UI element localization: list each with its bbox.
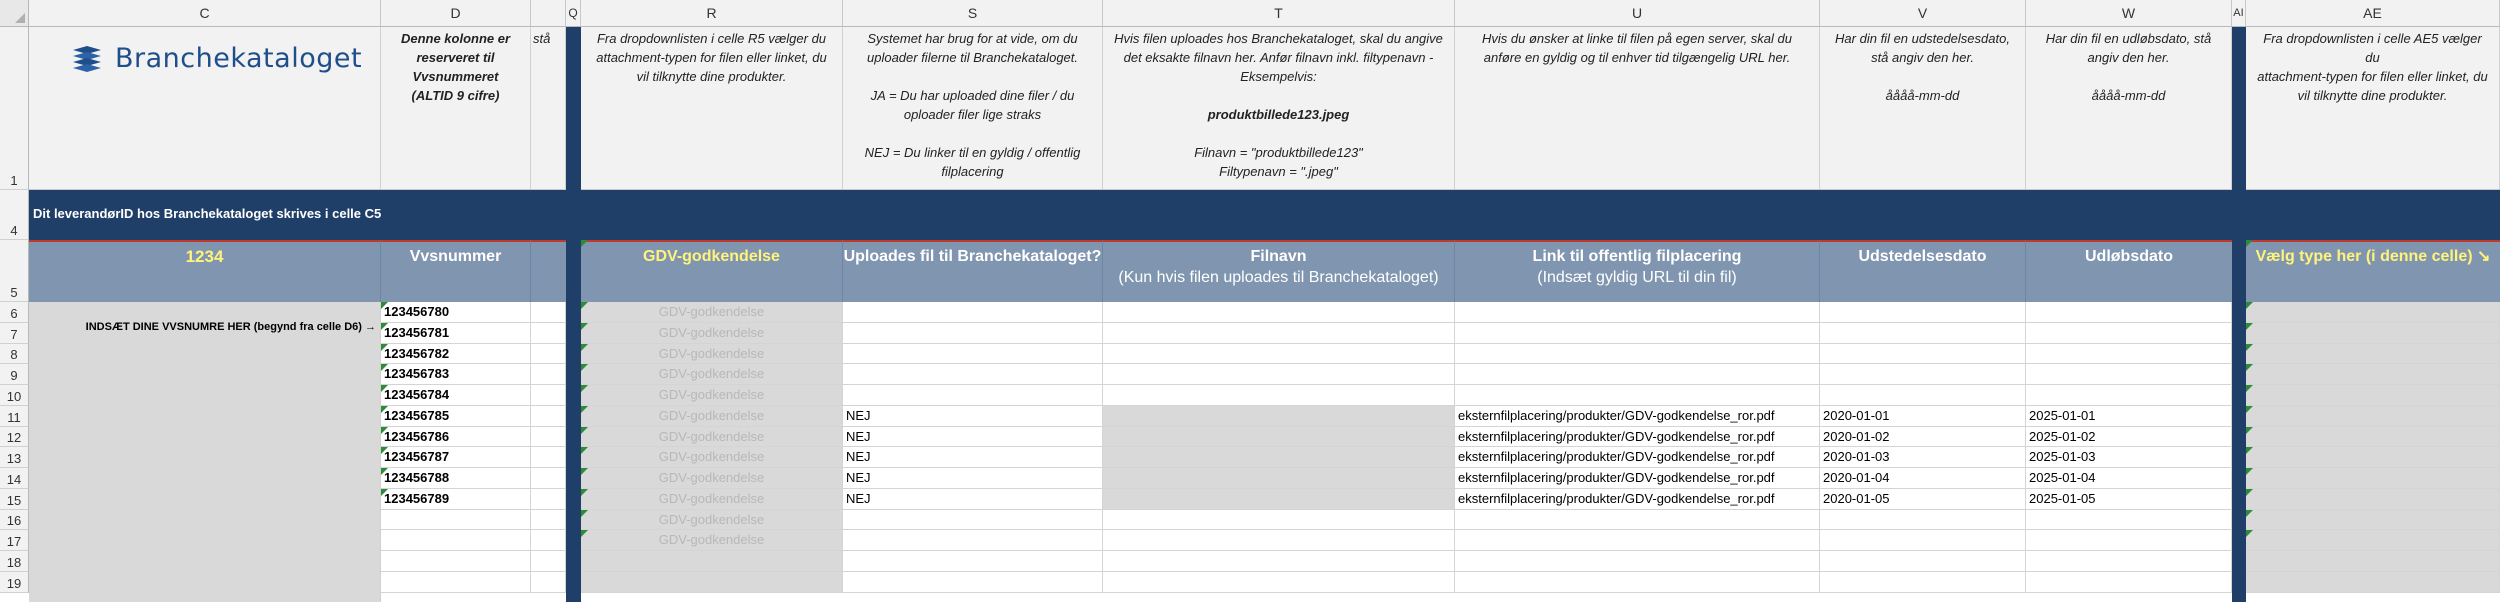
- expiry-date-cell[interactable]: [2026, 530, 2232, 551]
- column-header-t[interactable]: T: [1103, 0, 1455, 27]
- url-cell[interactable]: [1455, 323, 1820, 344]
- filename-cell[interactable]: [1103, 385, 1455, 406]
- url-note: Hvis du ønsker at linke til filen på egen server, skal du anføre en gyldig og til enhver tid tilgængelig URL her.: [1455, 27, 1820, 190]
- ae-cell[interactable]: [2246, 364, 2500, 385]
- error-indicator-icon: [581, 323, 588, 330]
- cut-cell[interactable]: [531, 406, 566, 427]
- upload-cell-value: NEJ: [846, 470, 871, 485]
- url-cell[interactable]: [1455, 551, 1820, 572]
- gdv-cell[interactable]: [581, 468, 843, 489]
- gdv-placeholder: GDV-godkendelse: [658, 429, 765, 444]
- url-header: [1455, 240, 1820, 302]
- vvsnummer-cell[interactable]: [381, 302, 531, 323]
- gdv-placeholder: GDV-godkendelse: [658, 387, 765, 402]
- expiry-date-cell[interactable]: [2026, 364, 2232, 385]
- cut-cell[interactable]: [531, 572, 566, 593]
- error-indicator-icon: [381, 344, 388, 351]
- url-cell-value: eksternfilplacering/produkter/GDV-godkendelse_ror.pdf: [1458, 491, 1775, 506]
- vvsnummer-cell[interactable]: [381, 364, 531, 385]
- gdv-placeholder: GDV-godkendelse: [658, 491, 765, 506]
- error-indicator-icon: [581, 302, 588, 309]
- upload-cell[interactable]: [843, 510, 1103, 530]
- vvsnummer-cell[interactable]: [381, 427, 531, 447]
- filename-cell[interactable]: [1103, 302, 1455, 323]
- vvsnummer-cell-value: 123456783: [384, 366, 450, 381]
- issue-date-cell[interactable]: [1820, 572, 2026, 593]
- issue-date-cell[interactable]: [1820, 468, 2026, 489]
- gdv-cell[interactable]: [581, 344, 843, 364]
- ae-cell[interactable]: [2246, 468, 2500, 489]
- url-cell[interactable]: [1455, 489, 1820, 510]
- error-indicator-icon: [381, 385, 388, 392]
- band-row-4: [581, 190, 2232, 240]
- gdv-cell[interactable]: [581, 406, 843, 427]
- issue-date-cell-value: 2020-01-01: [1823, 408, 1890, 423]
- cut-cell[interactable]: [531, 364, 566, 385]
- attachment-type-dropdown[interactable]: GDV-godkendelse: [581, 240, 843, 302]
- issue-date-cell[interactable]: [1820, 551, 2026, 572]
- vvsnummer-instruction-cell: INDSÆT DINE VVSNUMRE HER (begynd fra celle D6) →: [29, 302, 381, 602]
- ae-cell[interactable]: [2246, 489, 2500, 510]
- expiry-date-cell[interactable]: [2026, 406, 2232, 427]
- expiry-date-cell-value: 2025-01-03: [2029, 449, 2096, 464]
- gdv-placeholder: GDV-godkendelse: [658, 325, 765, 340]
- row-header-15[interactable]: 15: [0, 489, 29, 510]
- gdv-placeholder: GDV-godkendelse: [658, 346, 765, 361]
- upload-cell[interactable]: [843, 323, 1103, 344]
- expiry-date-cell[interactable]: [2026, 323, 2232, 344]
- vvsnummer-header: Vvsnummer: [381, 240, 531, 302]
- error-indicator-icon: [381, 489, 388, 496]
- filename-note: Hvis filen uploades hos Branchekataloget, skal du angive det eksakte filnavn her. Anfør filnavn inkl. filtypenavn - Eksempelvis: produktbillede123.jpeg Filnavn = "produktbillede123" Filtypenavn = ".jpeg": [1103, 27, 1455, 190]
- expiry-date-cell-value: 2025-01-02: [2029, 429, 2096, 444]
- issue-date-cell-value: 2020-01-02: [1823, 429, 1890, 444]
- supplier-id-instruction: Dit leverandørID hos Branchekataloget skrives i celle C5: [29, 190, 566, 240]
- filename-cell[interactable]: [1103, 489, 1455, 510]
- issue-date-cell[interactable]: [1820, 364, 2026, 385]
- error-indicator-icon: [581, 344, 588, 351]
- band-row-4-ae: [2246, 190, 2500, 240]
- row-header-4[interactable]: 4: [0, 190, 29, 240]
- ae-cell[interactable]: [2246, 344, 2500, 364]
- vvsnummer-cell-value: 123456787: [384, 449, 450, 464]
- url-header-subtitle: (Indsæt gyldig URL til din fil): [1537, 269, 1737, 286]
- cut-cell[interactable]: [531, 427, 566, 447]
- branchekataloget-logo: [69, 43, 362, 74]
- upload-cell[interactable]: [843, 551, 1103, 572]
- issue-date-cell-value: 2020-01-05: [1823, 491, 1890, 506]
- logo-cell: [29, 27, 381, 190]
- branchekataloget-logo-icon: [69, 44, 105, 74]
- ae-cell[interactable]: [2246, 572, 2500, 593]
- issue-date-cell-value: 2020-01-04: [1823, 470, 1890, 485]
- frozen-divider-q: [566, 27, 581, 602]
- ae-cell[interactable]: [2246, 323, 2500, 344]
- row-header-7[interactable]: 7: [0, 323, 29, 344]
- column-header-c[interactable]: C: [29, 0, 381, 27]
- column-header-r[interactable]: R: [581, 0, 843, 27]
- error-indicator-icon: [381, 406, 388, 413]
- issue-date-cell[interactable]: [1820, 489, 2026, 510]
- upload-cell[interactable]: [843, 447, 1103, 468]
- select-all-corner[interactable]: [0, 0, 29, 27]
- attachment-type-dropdown-ae[interactable]: Vælg type her (i denne celle) ↘: [2246, 240, 2500, 302]
- expiry-date-cell-value: 2025-01-04: [2029, 470, 2096, 485]
- url-cell[interactable]: [1455, 302, 1820, 323]
- gdv-placeholder: GDV-godkendelse: [658, 408, 765, 423]
- filename-cell[interactable]: [1103, 447, 1455, 468]
- gdv-placeholder: GDV-godkendelse: [658, 449, 765, 464]
- frozen-divider-ai: [2232, 27, 2246, 602]
- cut-cell[interactable]: [531, 344, 566, 364]
- vvsnummer-cell-value: 123456784: [384, 387, 450, 402]
- row-header-18[interactable]: 18: [0, 551, 29, 572]
- issue-date-note: Har din fil en udstedelsesdato, stå angiv den her. åååå-mm-dd: [1820, 27, 2026, 190]
- issue-date-cell[interactable]: [1820, 427, 2026, 447]
- error-indicator-icon: [2246, 406, 2253, 413]
- attachment-type-note-ae: Fra dropdownlisten i celle AE5 vælger du attachment-typen for filen eller linket, du vil tilknytte dine produkter.: [2246, 27, 2500, 190]
- url-header-title: Link til offentlig filplacering: [1532, 248, 1742, 265]
- vvsnummer-cell[interactable]: [381, 323, 531, 344]
- ae-cell[interactable]: [2246, 530, 2500, 551]
- upload-cell[interactable]: [843, 302, 1103, 323]
- upload-cell-value: NEJ: [846, 408, 871, 423]
- error-indicator-icon: [2246, 427, 2253, 434]
- ae-cell[interactable]: [2246, 551, 2500, 572]
- error-indicator-icon: [2246, 489, 2253, 496]
- column-header-q-cut[interactable]: [531, 0, 566, 27]
- url-cell-value: eksternfilplacering/produkter/GDV-godkendelse_ror.pdf: [1458, 408, 1775, 423]
- filename-cell[interactable]: [1103, 572, 1455, 593]
- upload-cell[interactable]: [843, 385, 1103, 406]
- expiry-date-cell[interactable]: [2026, 489, 2232, 510]
- vvsnummer-cell-value: 123456780: [384, 304, 450, 319]
- vvsnummer-cell[interactable]: [381, 572, 531, 593]
- cut-cell[interactable]: [531, 302, 566, 323]
- error-indicator-icon: [2246, 468, 2253, 475]
- error-indicator-icon: [581, 468, 588, 475]
- gdv-placeholder: GDV-godkendelse: [658, 304, 765, 319]
- column-header-ai-cut[interactable]: AI: [2232, 0, 2246, 27]
- expiry-date-cell[interactable]: [2026, 385, 2232, 406]
- upload-cell-value: NEJ: [846, 491, 871, 506]
- ae-cell[interactable]: [2246, 447, 2500, 468]
- url-cell[interactable]: [1455, 364, 1820, 385]
- expiry-date-note: Har din fil en udløbsdato, stå angiv den her. åååå-mm-dd: [2026, 27, 2232, 190]
- ae-cell[interactable]: [2246, 510, 2500, 530]
- upload-cell-value: NEJ: [846, 449, 871, 464]
- filename-header-subtitle: (Kun hvis filen uploades til Branchekataloget): [1118, 269, 1439, 286]
- error-indicator-icon: [2246, 530, 2253, 537]
- issue-date-cell[interactable]: [1820, 530, 2026, 551]
- row-header-9[interactable]: 9: [0, 364, 29, 385]
- issue-date-cell[interactable]: [1820, 447, 2026, 468]
- vvsnummer-cell-value: 123456781: [384, 325, 450, 340]
- url-cell[interactable]: [1455, 447, 1820, 468]
- upload-header: Uploades fil til Branchekataloget?: [843, 240, 1103, 302]
- filename-cell[interactable]: [1103, 510, 1455, 530]
- column-header-v[interactable]: V: [1820, 0, 2026, 27]
- error-indicator-icon: [581, 406, 588, 413]
- gdv-cell[interactable]: [581, 385, 843, 406]
- expiry-date-cell[interactable]: [2026, 572, 2232, 593]
- error-indicator-icon: [2246, 447, 2253, 454]
- cut-cell[interactable]: [531, 530, 566, 551]
- gdv-cell[interactable]: [581, 302, 843, 323]
- error-indicator-icon: [381, 302, 388, 309]
- upload-cell[interactable]: [843, 530, 1103, 551]
- error-indicator-icon: [581, 364, 588, 371]
- error-indicator-icon: [581, 530, 588, 537]
- cut-cell[interactable]: [531, 489, 566, 510]
- column-header-ae[interactable]: AE: [2246, 0, 2500, 27]
- error-indicator-icon: [2246, 302, 2253, 309]
- row-header-10[interactable]: 10: [0, 385, 29, 406]
- gdv-placeholder: GDV-godkendelse: [658, 366, 765, 381]
- row-header-19[interactable]: 19: [0, 572, 29, 593]
- expiry-date-cell[interactable]: [2026, 468, 2232, 489]
- cut-cell[interactable]: [531, 510, 566, 530]
- url-cell-value: eksternfilplacering/produkter/GDV-godkendelse_ror.pdf: [1458, 470, 1775, 485]
- upload-cell-value: NEJ: [846, 429, 871, 444]
- gdv-cell[interactable]: [581, 572, 843, 593]
- gdv-cell[interactable]: [581, 323, 843, 344]
- cut-cell[interactable]: [531, 385, 566, 406]
- url-cell[interactable]: [1455, 385, 1820, 406]
- error-indicator-icon: [581, 489, 588, 496]
- ae-cell[interactable]: [2246, 302, 2500, 323]
- upload-cell[interactable]: [843, 364, 1103, 385]
- column-header-d[interactable]: D: [381, 0, 531, 27]
- filename-cell[interactable]: [1103, 468, 1455, 489]
- logo-wordmark: Branchekataloget: [115, 43, 363, 74]
- vvsnummer-cell[interactable]: [381, 489, 531, 510]
- expiry-date-cell[interactable]: [2026, 510, 2232, 530]
- upload-cell[interactable]: [843, 344, 1103, 364]
- gdv-placeholder: GDV-godkendelse: [658, 532, 765, 547]
- vvsnummer-cell-value: 123456789: [384, 491, 450, 506]
- vvsnummer-cell[interactable]: [381, 406, 531, 427]
- url-cell[interactable]: [1455, 530, 1820, 551]
- row-header-14[interactable]: 14: [0, 468, 29, 489]
- filename-cell[interactable]: [1103, 551, 1455, 572]
- row-header-8[interactable]: 8: [0, 344, 29, 364]
- attachment-type-note: Fra dropdownlisten i celle R5 vælger du attachment-typen for filen eller linket, du vil tilknytte dine produkter.: [581, 27, 843, 190]
- issue-date-cell-value: 2020-01-03: [1823, 449, 1890, 464]
- vvsnummer-cell[interactable]: [381, 344, 531, 364]
- filename-cell[interactable]: [1103, 530, 1455, 551]
- row-header-13[interactable]: 13: [0, 447, 29, 468]
- filename-header-title: Filnavn: [1250, 248, 1307, 265]
- gdv-placeholder: GDV-godkendelse: [658, 470, 765, 485]
- vvsnummer-note: Denne kolonne er reserveret til Vvsnummeret (ALTID 9 cifre): [381, 27, 531, 190]
- error-indicator-icon: [381, 468, 388, 475]
- vvsnummer-cell-value: 123456788: [384, 470, 450, 485]
- url-cell[interactable]: [1455, 510, 1820, 530]
- supplier-id-cell[interactable]: 1234: [29, 240, 381, 302]
- issue-date-cell[interactable]: [1820, 302, 2026, 323]
- gdv-cell[interactable]: [581, 489, 843, 510]
- gdv-cell[interactable]: [581, 447, 843, 468]
- expiry-date-header: Udløbsdato: [2026, 240, 2232, 302]
- url-cell[interactable]: [1455, 572, 1820, 593]
- row-header-17[interactable]: 17: [0, 530, 29, 551]
- filename-cell[interactable]: [1103, 364, 1455, 385]
- cut-cell[interactable]: [531, 447, 566, 468]
- filename-cell[interactable]: [1103, 406, 1455, 427]
- gdv-cell[interactable]: [581, 551, 843, 572]
- url-cell[interactable]: [1455, 427, 1820, 447]
- error-indicator-icon: [2246, 240, 2253, 247]
- row-header-1[interactable]: 1: [0, 27, 29, 190]
- issue-date-cell[interactable]: [1820, 385, 2026, 406]
- vvsnummer-cell[interactable]: [381, 530, 531, 551]
- ae-cell[interactable]: [2246, 385, 2500, 406]
- expiry-date-cell[interactable]: [2026, 447, 2232, 468]
- row-header-6[interactable]: 6: [0, 302, 29, 323]
- column-header-s[interactable]: S: [843, 0, 1103, 27]
- expiry-date-cell[interactable]: [2026, 551, 2232, 572]
- filename-cell[interactable]: [1103, 427, 1455, 447]
- upload-cell[interactable]: [843, 406, 1103, 427]
- vvsnummer-cell[interactable]: [381, 510, 531, 530]
- gdv-cell[interactable]: [581, 427, 843, 447]
- expiry-date-cell[interactable]: [2026, 427, 2232, 447]
- header-cut-cell: [531, 240, 566, 302]
- error-indicator-icon: [381, 364, 388, 371]
- filename-header: [1103, 240, 1455, 302]
- vvsnummer-cell-value: 123456782: [384, 346, 450, 361]
- error-indicator-icon: [581, 385, 588, 392]
- error-indicator-icon: [2246, 364, 2253, 371]
- url-cell[interactable]: [1455, 344, 1820, 364]
- upload-note: Systemet har brug for at vide, om du uploader filerne til Branchekataloget. JA = Du har uploaded dine filer / du oploader filer lige straks NEJ = Du linker til en gyldig / offentlig filplacering: [843, 27, 1103, 190]
- error-indicator-icon: [381, 447, 388, 454]
- column-header-q[interactable]: Q: [566, 0, 581, 27]
- upload-cell[interactable]: [843, 468, 1103, 489]
- vvsnummer-cell[interactable]: [381, 468, 531, 489]
- url-cell-value: eksternfilplacering/produkter/GDV-godkendelse_ror.pdf: [1458, 449, 1775, 464]
- gdv-placeholder: GDV-godkendelse: [658, 512, 765, 527]
- cut-cell[interactable]: [531, 323, 566, 344]
- expiry-date-cell[interactable]: [2026, 344, 2232, 364]
- error-indicator-icon: [581, 240, 588, 247]
- error-indicator-icon: [581, 447, 588, 454]
- row-header-5[interactable]: 5: [0, 240, 29, 302]
- error-indicator-icon: [381, 427, 388, 434]
- row-header-11[interactable]: 11: [0, 406, 29, 427]
- upload-cell[interactable]: [843, 427, 1103, 447]
- gdv-cell[interactable]: [581, 510, 843, 530]
- gdv-cell[interactable]: [581, 530, 843, 551]
- issue-date-cell[interactable]: [1820, 344, 2026, 364]
- upload-cell[interactable]: [843, 572, 1103, 593]
- cut-cell[interactable]: [531, 551, 566, 572]
- row-header-16[interactable]: 16: [0, 510, 29, 530]
- issue-date-cell[interactable]: [1820, 510, 2026, 530]
- error-indicator-icon: [2246, 385, 2253, 392]
- expiry-date-cell-value: 2025-01-01: [2029, 408, 2096, 423]
- vvsnummer-cell[interactable]: [381, 447, 531, 468]
- vvsnummer-cell[interactable]: [381, 385, 531, 406]
- url-cell[interactable]: [1455, 406, 1820, 427]
- ae-cell[interactable]: [2246, 406, 2500, 427]
- cut-column-note: stå: [531, 27, 566, 190]
- vvsnummer-cell[interactable]: [381, 551, 531, 572]
- error-indicator-icon: [381, 323, 388, 330]
- issue-date-cell[interactable]: [1820, 323, 2026, 344]
- url-cell-value: eksternfilplacering/produkter/GDV-godkendelse_ror.pdf: [1458, 429, 1775, 444]
- ae-cell[interactable]: [2246, 427, 2500, 447]
- upload-cell[interactable]: [843, 489, 1103, 510]
- issue-date-cell[interactable]: [1820, 406, 2026, 427]
- cut-cell[interactable]: [531, 468, 566, 489]
- row-header-12[interactable]: 12: [0, 427, 29, 447]
- error-indicator-icon: [2246, 323, 2253, 330]
- error-indicator-icon: [581, 427, 588, 434]
- issue-date-header: Udstedelsesdato: [1820, 240, 2026, 302]
- error-indicator-icon: [581, 510, 588, 517]
- filename-cell[interactable]: [1103, 344, 1455, 364]
- vvsnummer-cell-value: 123456785: [384, 408, 450, 423]
- gdv-cell[interactable]: [581, 364, 843, 385]
- error-indicator-icon: [2246, 344, 2253, 351]
- expiry-date-cell[interactable]: [2026, 302, 2232, 323]
- column-header-u[interactable]: U: [1455, 0, 1820, 27]
- expiry-date-cell-value: 2025-01-05: [2029, 491, 2096, 506]
- error-indicator-icon: [2246, 510, 2253, 517]
- filename-cell[interactable]: [1103, 323, 1455, 344]
- url-cell[interactable]: [1455, 468, 1820, 489]
- column-header-w[interactable]: W: [2026, 0, 2232, 27]
- vvsnummer-cell-value: 123456786: [384, 429, 450, 444]
